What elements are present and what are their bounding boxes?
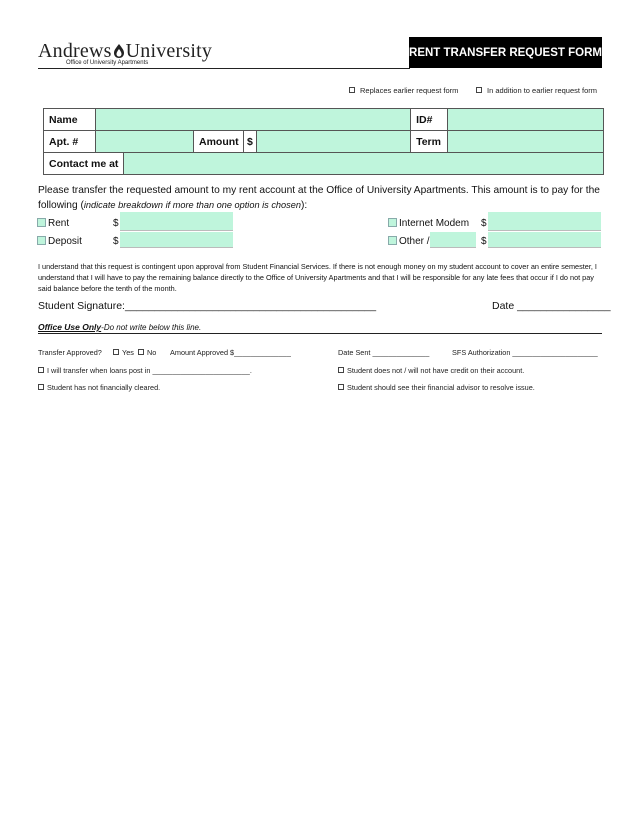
office-use-header bbox=[38, 322, 602, 334]
other-amount-field[interactable] bbox=[488, 232, 601, 248]
no-credit-checkbox[interactable] bbox=[338, 367, 344, 373]
advisor-label: Student should see their financial advisor to resolve issue. bbox=[347, 383, 535, 392]
no-checkbox[interactable] bbox=[138, 349, 144, 355]
office-use-title: Office Use Only bbox=[38, 322, 102, 332]
apt-label: Apt. # bbox=[44, 131, 96, 153]
deposit-dollar: $ bbox=[113, 236, 119, 247]
flame-logo-icon bbox=[113, 44, 125, 58]
amount-field[interactable] bbox=[257, 131, 411, 153]
name-field[interactable] bbox=[96, 109, 411, 131]
transfer-instructions bbox=[38, 184, 604, 213]
id-field[interactable] bbox=[448, 109, 604, 131]
advisor-checkbox[interactable] bbox=[338, 384, 344, 390]
dollar-sign: $ bbox=[244, 131, 257, 153]
not-cleared-label: Student has not financially cleared. bbox=[47, 383, 161, 392]
student-signature-line[interactable]: Student Signature:___________________________________________ bbox=[38, 300, 377, 312]
advisor-option[interactable] bbox=[338, 383, 535, 392]
approved-yes-option[interactable] bbox=[113, 348, 134, 357]
term-field[interactable] bbox=[448, 131, 604, 153]
id-label: ID# bbox=[411, 109, 448, 131]
deposit-checkbox[interactable] bbox=[37, 236, 46, 245]
form-title: RENT TRANSFER REQUEST FORM bbox=[409, 37, 602, 68]
sfs-authorization-line[interactable]: SFS Authorization _____________________ bbox=[452, 348, 598, 357]
rent-amount-field[interactable] bbox=[120, 212, 233, 231]
in-addition-option[interactable] bbox=[476, 86, 597, 95]
contingency-notice: I understand that this request is contingent upon approval from Student Financial Services. If there is not enough money on my student account to cover an entire semester, I understand that I will have to pay the remaining balance directly to the Office of University Apartments and that I will be responsible for any late fees that occur if I do not pay said balance before the tenth of the month. bbox=[38, 262, 597, 293]
internet-amount-field[interactable] bbox=[488, 212, 601, 231]
no-label: No bbox=[147, 348, 157, 357]
logo-name-part1: Andrews bbox=[38, 40, 112, 62]
contact-label: Contact me at bbox=[44, 153, 124, 175]
info-table bbox=[43, 108, 604, 175]
instructions-end: ): bbox=[300, 200, 308, 211]
instructions-text: Please transfer the requested amount to my rent account at the Office of University Apartments. This amount is to pay for the following ( bbox=[38, 185, 600, 211]
term-label: Term bbox=[411, 131, 448, 153]
other-checkbox[interactable] bbox=[388, 236, 397, 245]
loans-checkbox[interactable] bbox=[38, 367, 44, 373]
deposit-amount-field[interactable] bbox=[120, 232, 233, 248]
no-credit-option[interactable] bbox=[338, 366, 524, 375]
contact-field[interactable] bbox=[124, 153, 604, 175]
in-addition-checkbox[interactable] bbox=[476, 87, 482, 93]
amount-label: Amount bbox=[194, 131, 244, 153]
internet-option[interactable] bbox=[388, 218, 469, 229]
loans-option[interactable] bbox=[38, 366, 252, 375]
logo-subtitle: Office of University Apartments bbox=[66, 60, 149, 66]
internet-dollar: $ bbox=[481, 218, 487, 229]
date-line[interactable]: Date ________________ bbox=[492, 300, 611, 312]
no-credit-label: Student does not / will not have credit on their account. bbox=[347, 366, 525, 375]
amount-approved-line[interactable]: Amount Approved $______________ bbox=[170, 348, 291, 357]
other-dollar: $ bbox=[481, 236, 487, 247]
rent-dollar: $ bbox=[113, 218, 119, 229]
rent-option[interactable] bbox=[37, 218, 69, 229]
other-label: Other / bbox=[399, 236, 430, 247]
yes-label: Yes bbox=[122, 348, 134, 357]
approved-no-option[interactable] bbox=[138, 348, 156, 357]
replaces-checkbox[interactable] bbox=[349, 87, 355, 93]
internet-label: Internet Modem bbox=[399, 218, 470, 229]
replaces-label: Replaces earlier request form bbox=[360, 86, 459, 95]
not-cleared-option[interactable] bbox=[38, 383, 160, 392]
rent-label: Rent bbox=[48, 218, 70, 229]
deposit-option[interactable] bbox=[37, 236, 82, 247]
in-addition-label: In addition to earlier request form bbox=[487, 86, 598, 95]
internet-checkbox[interactable] bbox=[388, 218, 397, 227]
date-sent-line[interactable]: Date Sent ______________ bbox=[338, 348, 430, 357]
header-divider bbox=[38, 68, 410, 69]
instructions-italic: indicate breakdown if more than one option is chosen bbox=[83, 200, 301, 210]
other-description-field[interactable] bbox=[430, 232, 476, 248]
transfer-approved-label: Transfer Approved? bbox=[38, 348, 102, 357]
logo-name-part2: University bbox=[125, 40, 213, 62]
apt-field[interactable] bbox=[96, 131, 194, 153]
loans-label: I will transfer when loans post in ________________________. bbox=[47, 366, 252, 375]
office-use-note: -Do not write below this line. bbox=[101, 323, 202, 332]
yes-checkbox[interactable] bbox=[113, 349, 119, 355]
replaces-option[interactable] bbox=[349, 86, 458, 95]
other-option[interactable] bbox=[388, 236, 430, 247]
rent-checkbox[interactable] bbox=[37, 218, 46, 227]
deposit-label: Deposit bbox=[48, 236, 82, 247]
name-label: Name bbox=[44, 109, 96, 131]
not-cleared-checkbox[interactable] bbox=[38, 384, 44, 390]
